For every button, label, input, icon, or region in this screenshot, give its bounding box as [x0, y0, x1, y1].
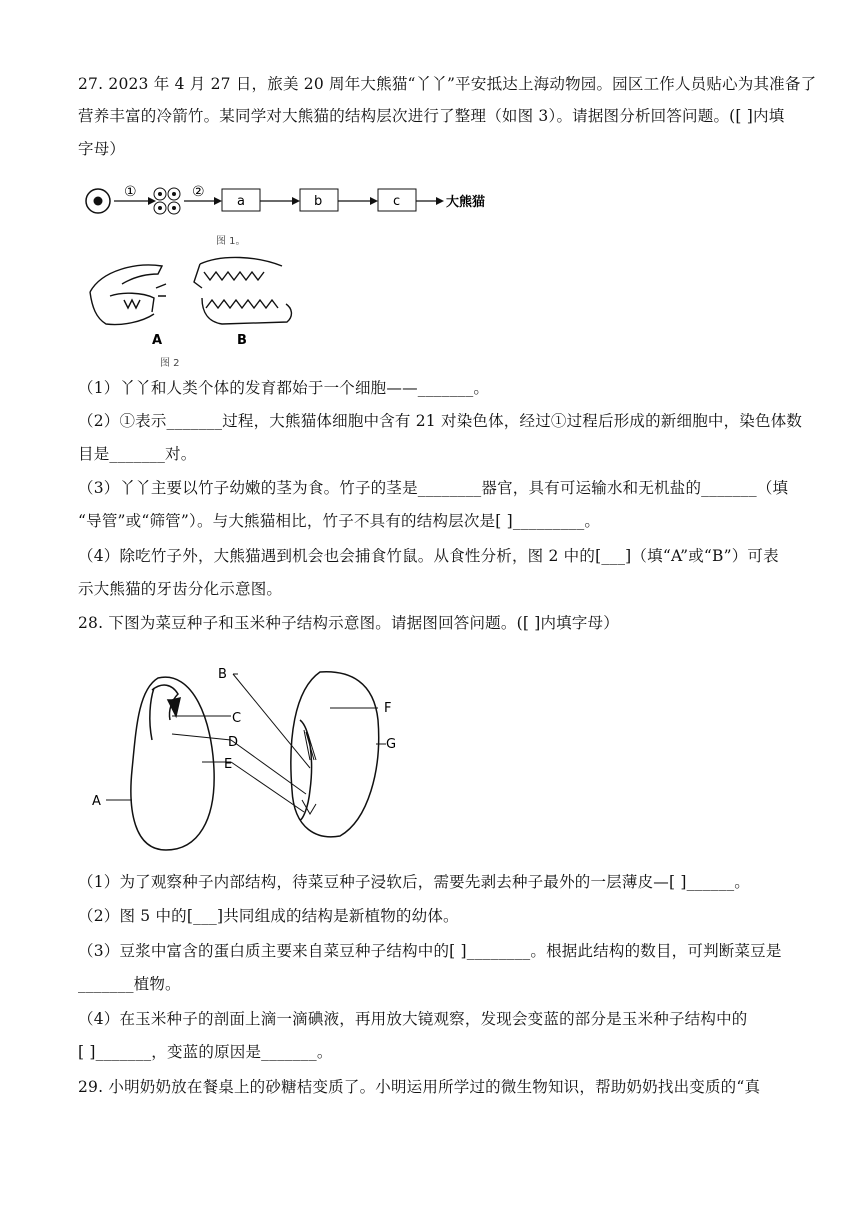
q28-sub1: （1）为了观察种子内部结构，待菜豆种子浸软后，需要先剥去种子最外的一层薄皮—[ ]______。	[78, 873, 750, 891]
q28-stem: 28. 下图为菜豆种子和玉米种子结构示意图。请据图回答问题。([ ]内填字母）	[78, 614, 619, 632]
step-2-label: ②	[192, 184, 205, 200]
q29-stem: 29. 小明奶奶放在餐桌上的砂糖桔变质了。小明运用所学过的微生物知识，帮助奶奶找出变质的“真	[78, 1078, 761, 1096]
q27-stem-line-2: 营养丰富的冷箭竹。某同学对大熊猫的结构层次进行了整理（如图 3）。请据图分析回答问题。([ ]内填	[78, 107, 785, 125]
divided-cells	[154, 188, 180, 214]
seed-label-b: B	[218, 667, 227, 682]
skull-a	[90, 265, 166, 325]
figure-2-caption: 图 2	[160, 358, 180, 369]
figure-1-caption: 图 1。	[216, 236, 246, 247]
seed-label-e: E	[224, 757, 233, 772]
step-1-label: ①	[124, 184, 137, 200]
figure-seed-structures	[88, 660, 428, 860]
figure-1-structure-levels	[82, 180, 512, 230]
seed-label-f: F	[384, 701, 392, 716]
skull-a-label: A	[152, 333, 163, 348]
q28-sub3-line-1: （3）豆浆中富含的蛋白质主要来自菜豆种子结构中的[ ]________。根据此结构的数目，可判断菜豆是	[78, 942, 782, 960]
box-a-label: a	[237, 194, 245, 209]
q28-sub4-line-1: （4）在玉米种子的剖面上滴一滴碘液，再用放大镜观察，发现会变蓝的部分是玉米种子结构中的	[78, 1010, 748, 1028]
q27-sub2-line-2: 目是_______对。	[78, 445, 197, 463]
figure-2-teeth	[82, 252, 312, 352]
q27-sub3-line-1: （3）丫丫主要以竹子幼嫩的茎为食。竹子的茎是________器官，具有可运输水和无机盐的_______（填	[78, 479, 789, 497]
seed-label-d: D	[228, 735, 239, 750]
q27-sub3-line-2: “导管”或“筛管”）。与大熊猫相比，竹子不具有的结构层次是[ ]_________。	[78, 512, 601, 530]
q28-sub4-line-2: [ ]_______，变蓝的原因是_______。	[78, 1043, 333, 1061]
box-b-label: b	[314, 194, 323, 209]
seed-label-c: C	[232, 711, 242, 726]
corn-seed	[291, 672, 379, 837]
q28-sub3-line-2: _______植物。	[78, 975, 181, 993]
seed-label-a: A	[92, 794, 101, 809]
box-c-label: c	[393, 194, 401, 209]
q27-sub2-line-1: （2）①表示_______过程，大熊猫体细胞中含有 21 对染色体，经过①过程后形成的新细胞中，染色体数	[78, 412, 803, 430]
q27-sub1: （1）丫丫和人类个体的发育都始于一个细胞——_______。	[78, 379, 490, 397]
seed-label-g: G	[386, 737, 397, 752]
skull-b	[194, 257, 291, 324]
q27-sub4-line-1: （4）除吃竹子外，大熊猫遇到机会也会捕食竹鼠。从食性分析，图 2 中的[___]（填“A”或“B”）可表	[78, 547, 779, 565]
skull-b-label: B	[237, 333, 247, 348]
bean-seed	[131, 677, 214, 850]
q27-stem-line-1: 27. 2023 年 4 月 27 日，旅美 20 周年大熊猫“丫丫”平安抵达上海动物园。园区工作人员贴心为其准备了	[78, 75, 817, 93]
q27-stem-line-3: 字母）	[78, 140, 126, 158]
q27-sub4-line-2: 示大熊猫的牙齿分化示意图。	[78, 580, 283, 598]
giant-panda-label: 大熊猫	[446, 195, 486, 210]
q28-sub2: （2）图 5 中的[___]共同组成的结构是新植物的幼体。	[78, 907, 459, 925]
